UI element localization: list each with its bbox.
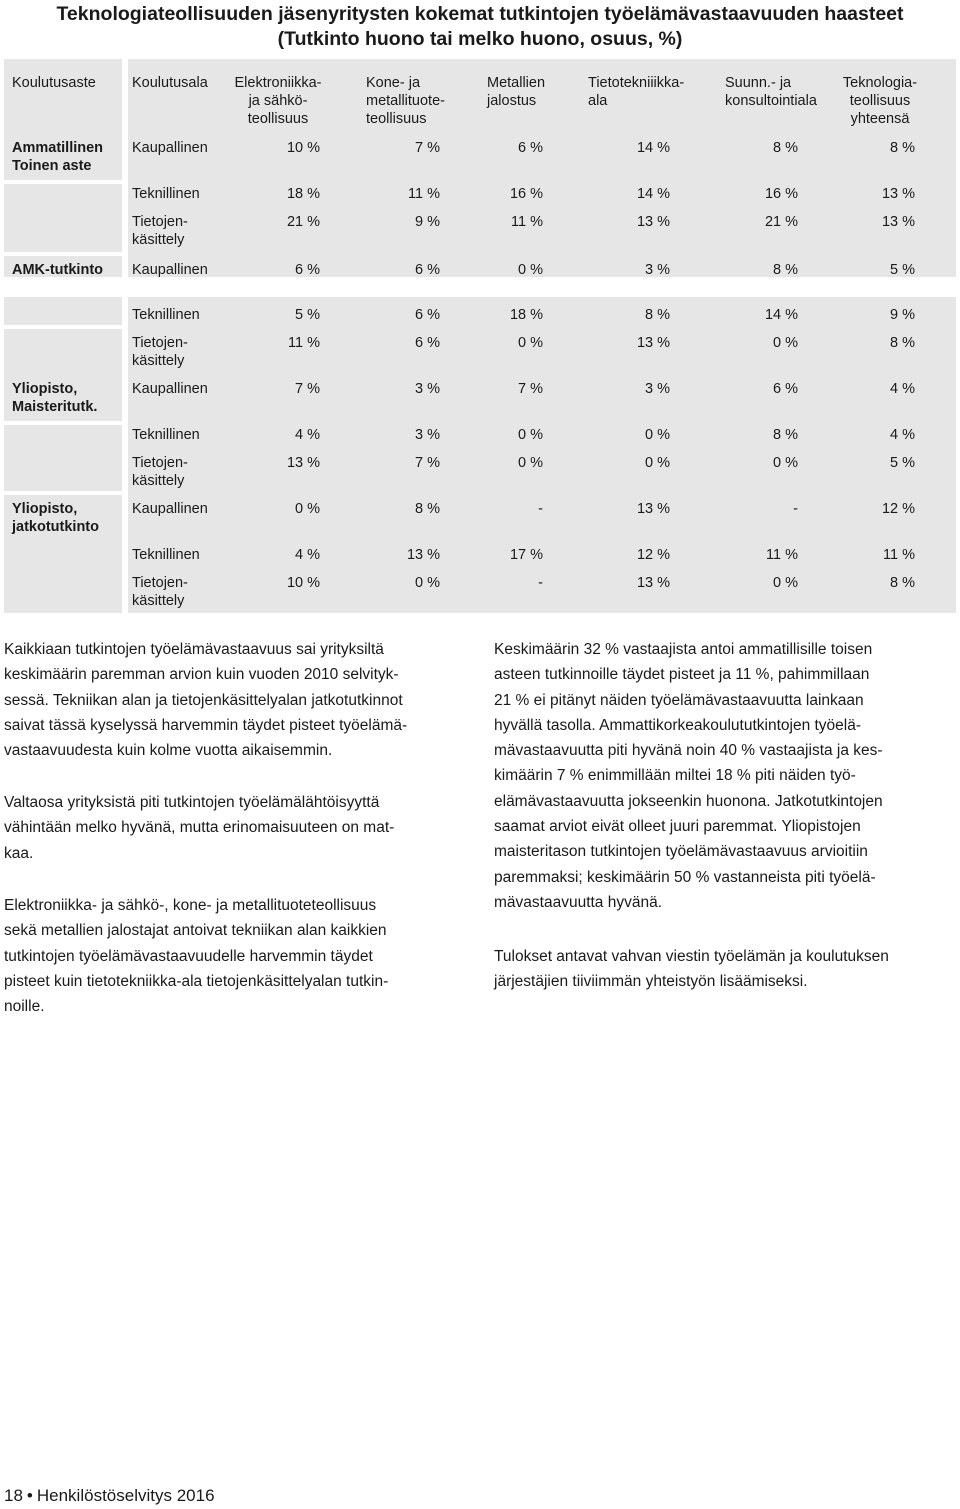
header-level: Koulutusaste: [12, 75, 96, 91]
field-it: Tietojen- käsittely: [132, 455, 188, 489]
page-number: 18: [4, 1486, 23, 1505]
header-consulting: Suunn.- ja konsultointiala: [725, 75, 817, 109]
page-footer: [4, 1485, 215, 1507]
field-commercial: Kaupallinen: [132, 381, 208, 397]
field-it: Tietojen- käsittely: [132, 575, 188, 609]
paragraph: Elektroniikka- ja sähkö-, kone- ja metallituoteteollisuus sekä metallien jalostajat antoivat tekniikan alan kaikkien tutkintojen työelämävastaavuudelle harvemmin täydet pisteet kuin tietotekniikka-ala tietojenkäsittelyalan tutkin- noille.: [4, 897, 389, 1016]
field-it: Tietojen- käsittely: [132, 335, 188, 369]
title-line-1: Teknologiateollisuuden jäsenyritysten kokemat tutkintojen työelämävastaavuuden haasteet: [56, 3, 904, 25]
row-separator: [4, 180, 124, 184]
paragraph: Tulokset antavat vahvan viestin työelämän ja koulutuksen järjestäjien tiiviimmän yhteistyön lisäämiseksi.: [494, 948, 889, 991]
paragraph: Valtaosa yrityksistä piti tutkintojen työelämälähtöisyyttä vähintään melko hyvänä, mutta erinomaisuuteen on mat- kaa.: [4, 794, 395, 862]
level-doctoral: Yliopisto, jatkotutkinto: [12, 501, 99, 535]
row-separator: [4, 421, 124, 425]
table-gap: [4, 277, 956, 297]
field-commercial: Kaupallinen: [132, 501, 208, 517]
row-separator: [4, 491, 124, 495]
header-machinery: Kone- ja metallituote- teollisuus: [366, 75, 445, 127]
level-vocational: Ammatillinen Toinen aste: [12, 140, 104, 174]
title-line-2: (Tutkinto huono tai melko huono, osuus, %): [277, 28, 683, 50]
level-amk: AMK-tutkinto: [12, 262, 104, 278]
field-technical: Teknillinen: [132, 186, 200, 202]
column-separator: [122, 297, 128, 613]
field-technical: Teknillinen: [132, 547, 200, 563]
paragraph: Kaikkiaan tutkintojen työelämävastaavuus sai yrityksiltä keskimäärin paremman arvion kuin vuoden 2010 selvityk- sessä. Tekniikan alan ja tietojenkäsittelyalan jatkotutkinnot saivat tässä kyselyssä harvemmin täydet pisteet työelämä- vastaavuudesta kuin kolme vuotta aikaisemmin.: [4, 641, 408, 760]
header-metals: Metallien jalostus: [487, 75, 546, 109]
level-masters: Yliopisto, Maisteritutk.: [12, 381, 98, 415]
field-it: Tietojen- käsittely: [132, 214, 188, 248]
row-separator: [4, 325, 124, 329]
publication-title: Henkilöstöselvitys 2016: [36, 1486, 215, 1505]
field-technical: Teknillinen: [132, 307, 200, 323]
field-commercial: Kaupallinen: [132, 140, 208, 156]
header-field: Koulutusala: [132, 75, 208, 91]
header-electronics: Elektroniikka- ja sähkö- teollisuus: [234, 75, 322, 127]
paragraph: Keskimäärin 32 % vastaajista antoi ammatillisille toisen asteen tutkinnoille täydet pisteet ja 11 %, pahimmillaan 21 % ei pitänyt näiden työelämävastaavuutta lainkaan hyvällä tasolla. Ammattikorkeakoulututkintojen työelä- mävastaavuutta piti hyvänä noin 40 % vastaajista ja kes- kimäärin 7 % enimmillään miltei 18 % piti näiden työ- elämävastaavuutta jokseenkin huonona. Jatkotutkintojen saamat arviot eivät olleet juuri paremmat. Yliopistojen maisteritason tutkintojen työelämävastaavuus arvioitiin paremmaksi; keskimäärin 50 % vastanneista piti työelä- mävastaavuutta hyvänä.: [494, 641, 883, 911]
column-separator: [122, 59, 128, 277]
row-separator: [4, 252, 124, 256]
field-commercial: Kaupallinen: [132, 262, 208, 278]
header-ict: Tietotekniiikka- ala: [588, 75, 685, 109]
field-technical: Teknillinen: [132, 427, 200, 443]
header-total: Teknologia- teollisuus yhteensä: [842, 75, 918, 127]
bullet-separator: •: [26, 1486, 33, 1505]
